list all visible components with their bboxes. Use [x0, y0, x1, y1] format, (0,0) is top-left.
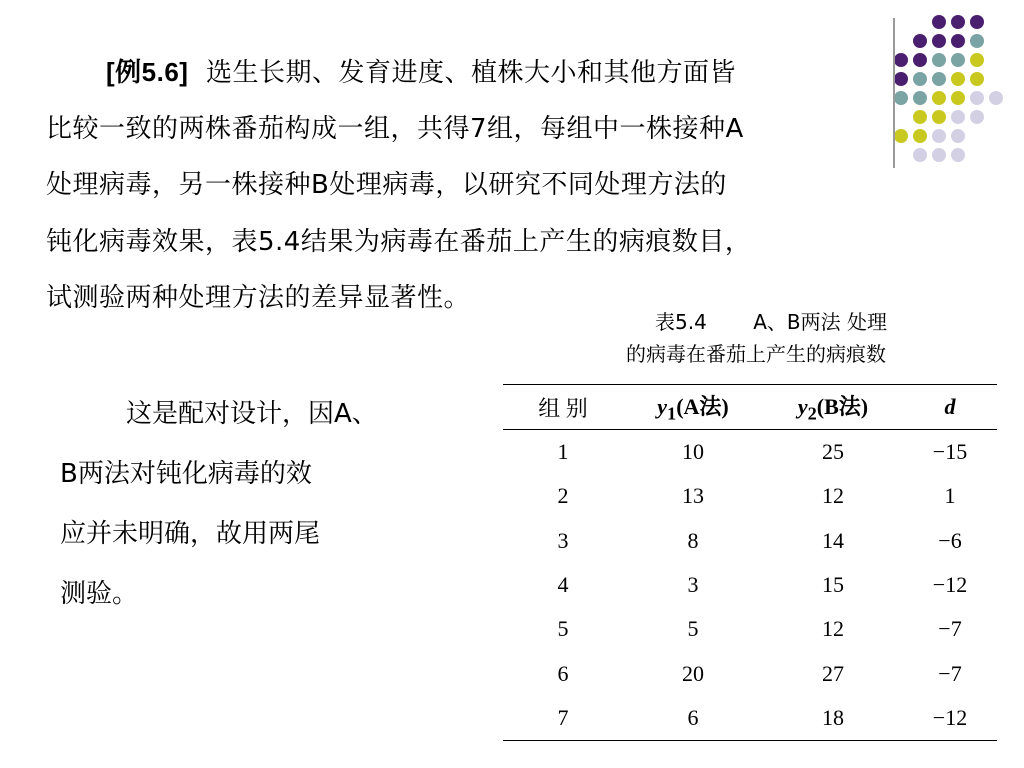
- header-d: d: [944, 394, 956, 419]
- cell-y1: 13: [682, 483, 704, 509]
- decorative-dot: [970, 91, 984, 105]
- cell-d: −7: [938, 660, 962, 686]
- cell-y2: 25: [822, 439, 844, 465]
- decorative-dot: [970, 34, 984, 48]
- caption-line-2: 的病毒在番茄上产生的病痕数: [626, 342, 886, 366]
- cell-d: −15: [932, 439, 968, 465]
- table-caption: [556, 306, 956, 370]
- cell-group: 7: [557, 704, 569, 730]
- decorative-dot: [932, 53, 946, 67]
- decorative-dot: [951, 34, 965, 48]
- caption-line-1: 表5.4 A、B两法 处理: [655, 310, 887, 334]
- decorative-dot: [951, 91, 965, 105]
- note-line-3: 应并未明确，故用两尾: [60, 519, 321, 549]
- header-y1: $y_1(A$法): [657, 393, 729, 424]
- cell-y2: 27: [822, 660, 844, 686]
- cell-group: 6: [557, 660, 569, 686]
- cell-group: 1: [557, 439, 569, 465]
- table-header-row: [503, 385, 997, 430]
- cell-d: −12: [932, 704, 968, 730]
- cell-d: −7: [938, 616, 962, 642]
- cell-y1: 10: [682, 439, 704, 465]
- table-row: [503, 607, 997, 651]
- decorative-dot: [932, 110, 946, 124]
- decorative-dot: [970, 53, 984, 67]
- example-tag: [例5.6]: [106, 57, 189, 87]
- table-row: [503, 696, 997, 741]
- header-group: 组 别: [538, 395, 588, 421]
- cell-d: −12: [932, 572, 968, 598]
- table-row: [503, 563, 997, 607]
- decorative-dot: [951, 72, 965, 86]
- cell-d: −6: [938, 527, 962, 553]
- design-note: [60, 384, 460, 624]
- decorative-dot: [932, 129, 946, 143]
- decorative-dot: [951, 53, 965, 67]
- paragraph-line-5: 试测验两种处理方法的差异显著性。: [46, 283, 471, 313]
- decorative-dot: [932, 15, 946, 29]
- cell-y1: 8: [687, 527, 699, 553]
- table-row: [503, 430, 997, 475]
- cell-y2: 18: [822, 704, 844, 730]
- paragraph-line-3: 处理病毒，另一株接种B处理病毒，以研究不同处理方法的: [46, 170, 727, 200]
- cell-y1: 3: [687, 572, 699, 598]
- cell-group: 5: [557, 616, 569, 642]
- decorative-dot: [951, 15, 965, 29]
- problem-paragraph: [46, 44, 926, 327]
- decorative-dot: [951, 110, 965, 124]
- cell-group: 4: [557, 572, 569, 598]
- table-row: [503, 474, 997, 518]
- cell-y2: 12: [822, 483, 844, 509]
- cell-y1: 5: [687, 616, 699, 642]
- note-line-4: 测验。: [60, 579, 139, 609]
- decorative-dot: [951, 129, 965, 143]
- decorative-dot: [951, 148, 965, 162]
- decorative-dot: [932, 34, 946, 48]
- cell-d: 1: [944, 483, 956, 509]
- decorative-dot: [989, 91, 1003, 105]
- table-row: [503, 519, 997, 563]
- cell-y2: 15: [822, 572, 844, 598]
- paragraph-line-4: 钝化病毒效果，表5.4结果为病毒在番茄上产生的病痕数目，: [46, 226, 752, 257]
- decorative-dot: [970, 15, 984, 29]
- decorative-dot: [970, 110, 984, 124]
- decorative-dot: [970, 72, 984, 86]
- table-row: [503, 651, 997, 695]
- decorative-dot: [932, 72, 946, 86]
- cell-y1: 6: [687, 704, 699, 730]
- cell-group: 3: [557, 527, 569, 553]
- cell-group: 2: [557, 483, 569, 509]
- note-line-2: B两法对钝化病毒的效: [60, 459, 312, 489]
- cell-y1: 20: [682, 660, 704, 686]
- note-line-1: 这是配对设计，因A、: [126, 399, 378, 429]
- lesion-count-table: [503, 384, 997, 741]
- cell-y2: 12: [822, 616, 844, 642]
- decorative-dot: [932, 91, 946, 105]
- paragraph-line-2: 比较一致的两株番茄构成一组，共得7组，每组中一株接种A: [46, 113, 744, 144]
- paragraph-line-1: [例5.6] 选生长期、发育进度、植株大小和其他方面皆: [106, 57, 737, 88]
- header-y2: $y_2(B$法): [797, 393, 869, 424]
- cell-y2: 14: [822, 527, 844, 553]
- decorative-dot: [932, 148, 946, 162]
